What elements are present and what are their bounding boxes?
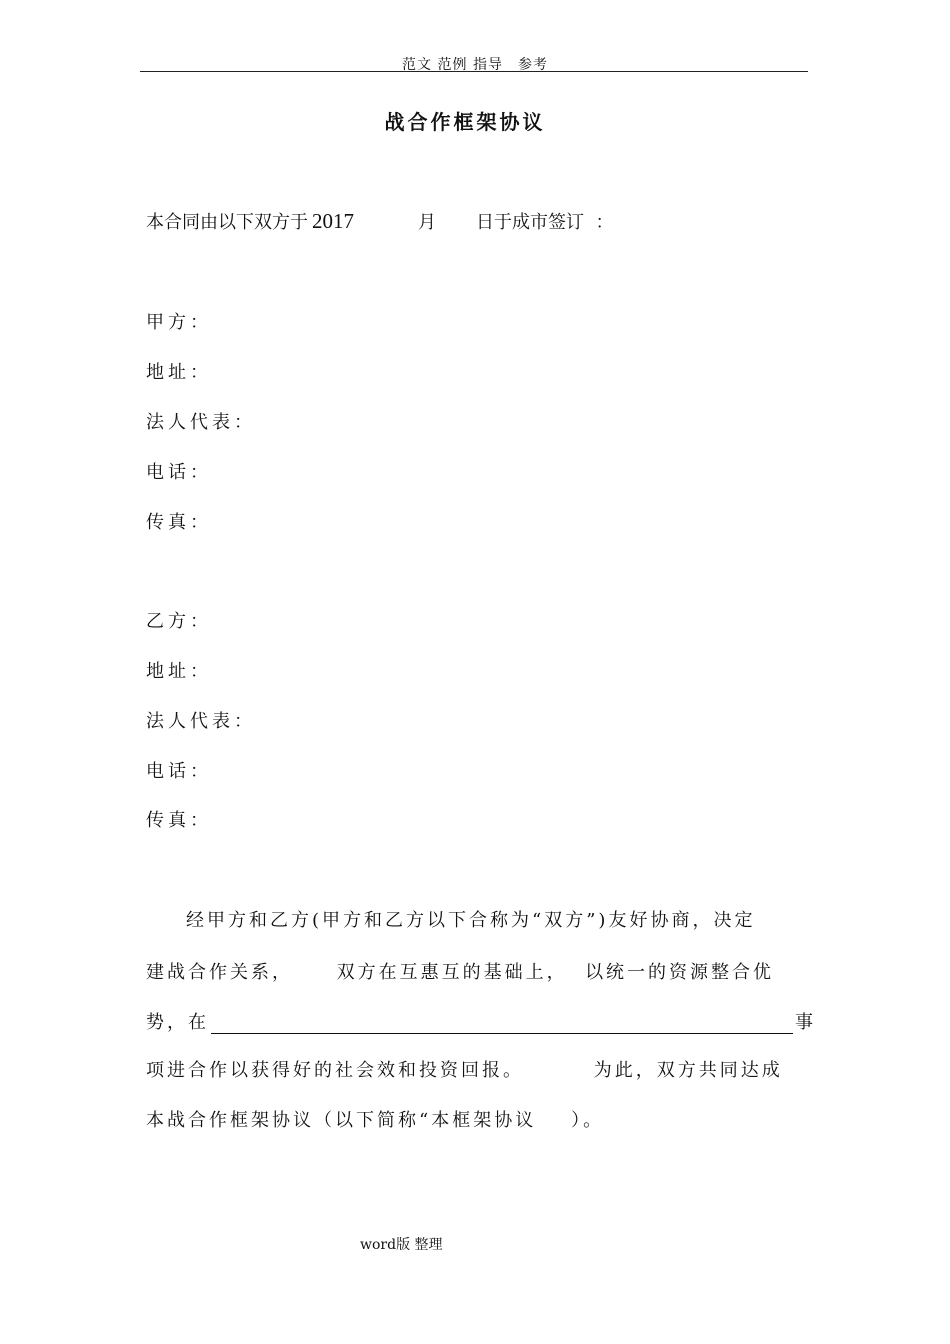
page-header: 范文 范例 指导 参考 [402, 57, 548, 73]
body-line-3-end: 事 [795, 1012, 816, 1033]
party-a-address-label: 地址： [146, 362, 212, 383]
body-line-2-a: 建战合作关系， [146, 962, 293, 983]
party-b-label: 乙方： [146, 611, 212, 632]
party-b-fax-label: 传真： [146, 810, 212, 831]
intro-text: 本合同由以下双方于 [146, 212, 308, 233]
fill-in-blank [211, 1013, 793, 1034]
intro-year: 2017 [312, 209, 354, 233]
page-footer: word版 整理 [360, 1237, 443, 1253]
header-rule [140, 71, 808, 72]
body-line-2-c: 以统一的资源整合优 [585, 962, 775, 983]
intro-month: 月 [418, 212, 436, 233]
party-a-rep-label: 法人代表： [146, 412, 256, 433]
body-line-3 [146, 1008, 814, 1034]
body-line-4-b: 为此，双方共同达成 [593, 1060, 783, 1081]
intro-after: 日于成市签订 [476, 212, 584, 233]
body-line-4-a: 项进合作以获得好的社会效和投资回报。 [146, 1060, 524, 1081]
party-b-phone-label: 电话： [146, 761, 212, 782]
party-a-fax-label: 传真： [146, 512, 212, 533]
party-b-rep-label: 法人代表： [146, 711, 256, 732]
body-line-3-start: 势，在 [146, 1012, 209, 1033]
body-line-5 [146, 1106, 814, 1132]
party-b-address-label: 地址： [146, 661, 212, 682]
party-a-phone-label: 电话： [146, 462, 212, 483]
body-line-5-end: ）。 [571, 1110, 605, 1131]
body-line-1: 经甲方和乙方(甲方和乙方以下合称为“双方”)友好协商，决定 [186, 910, 756, 931]
body-line-2 [146, 958, 814, 984]
body-line-2-b: 双方在互惠互的基础上， [336, 962, 568, 983]
intro-line [146, 208, 613, 234]
body-line-4 [146, 1056, 814, 1082]
document-title: 战合作框架协议 [384, 110, 546, 134]
intro-colon: ： [595, 212, 614, 233]
body-line-5-text: 本战合作框架协议（以下简称“本框架协议 [146, 1110, 537, 1131]
party-a-label: 甲方： [146, 312, 212, 333]
